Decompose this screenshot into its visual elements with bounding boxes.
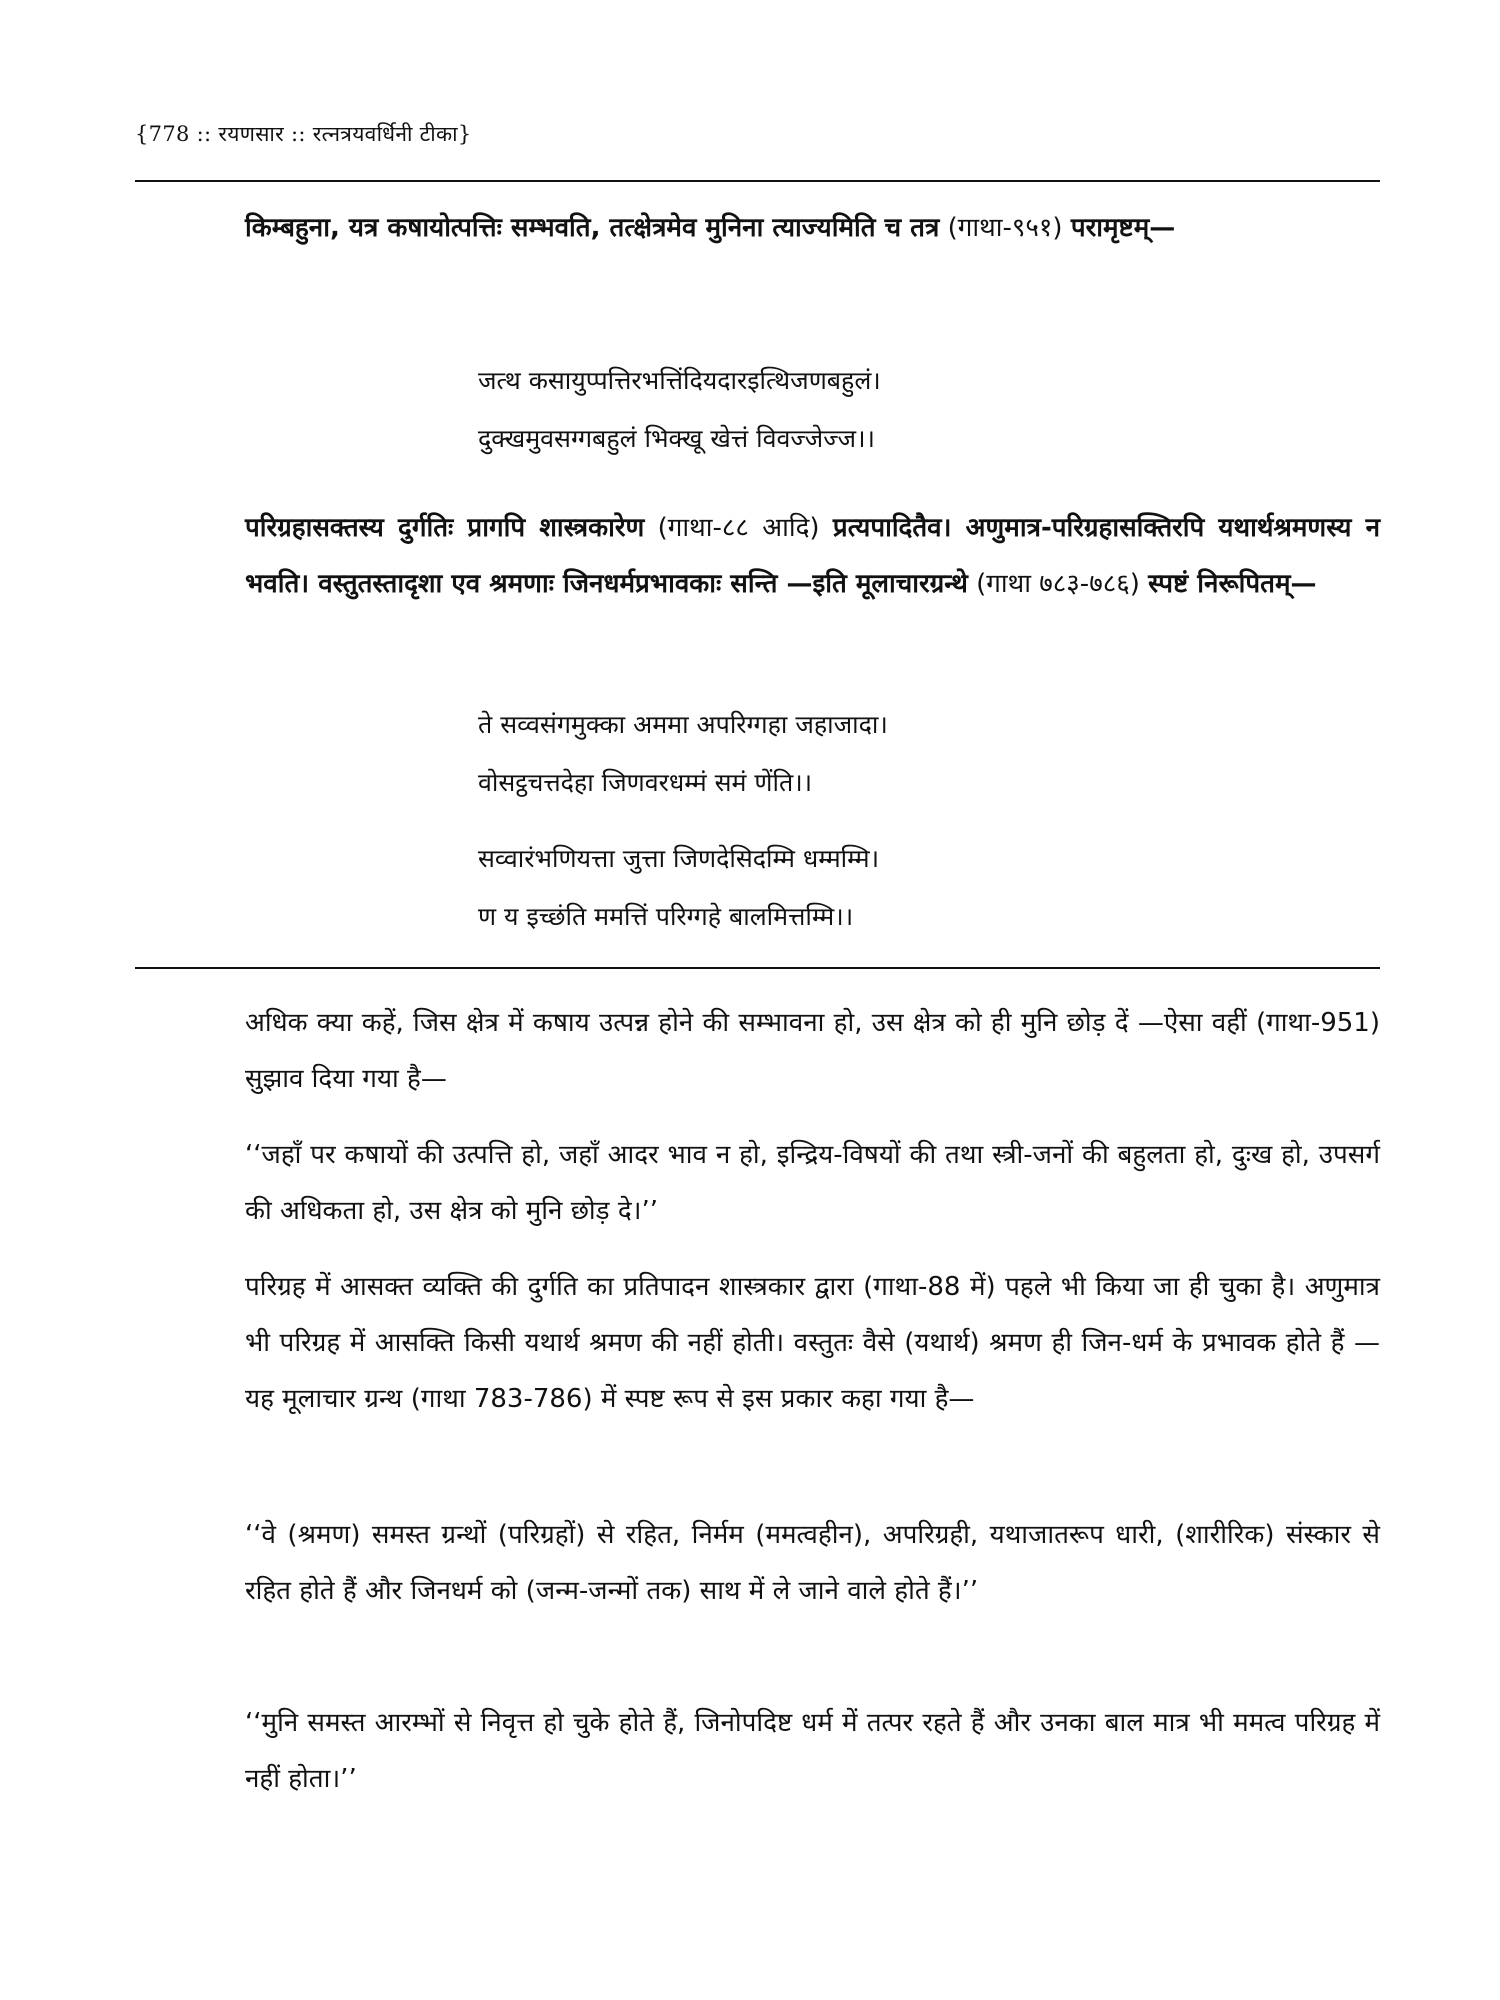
running-head: {778 :: रयणसार :: रत्नत्रयवर्धिनी टीका} <box>135 122 472 146</box>
verse-line: जत्थ कसायुप्पत्तिरभत्तिंदियदारइत्थिजणबहुलं। <box>478 366 881 395</box>
prakrit-verse-1 <box>478 352 881 468</box>
commentary-text: परिग्रहासक्तस्य दुर्गतिः प्रागपि शास्त्रकारेण <box>245 513 645 543</box>
verse-line: ते सव्वसंगमुक्का अममा अपरिग्गहा जहाजादा। <box>478 710 888 739</box>
commentary-text: परामृष्टम्— <box>1070 213 1176 243</box>
translation-quote: ‘‘जहाँ पर कषायों की उत्पत्ति हो, जहाँ आदर भाव न हो, इन्द्रिय-विषयों की तथा स्त्री-जनों की बहुलता हो, दुःख हो, उपसर्ग की अधिकता हो, उस क्षेत्र को मुनि छोड़ दे।’’ <box>245 1140 1380 1226</box>
gatha-reference: (गाथा-९५१) <box>939 213 1071 243</box>
translation-quote: ‘‘वे (श्रमण) समस्त ग्रन्थों (परिग्रहों) से रहित, निर्मम (ममत्वहीन), अपरिग्रही, यथाजातरूप धारी, (शारीरिक) संस्कार से रहित होते हैं और जिनधर्म को (जन्म-जन्मों तक) साथ में ले जाने वाले होते हैं।’’ <box>245 1520 1380 1606</box>
translation-paragraph-2 <box>135 1127 1380 1239</box>
header-rule <box>135 180 1380 182</box>
translation-paragraph-3 <box>135 1259 1380 1427</box>
commentary-text: प्रत्यपादितैव। अणुमात्र-परिग्रहासक्तिरपि यथार्थश्रमणस्य न भवति। वस्तुतस्तादृशा एव श्रमणाः जिनधर्मप्रभावकाः सन्ति —इति मूलाचारग्रन्थे <box>245 513 1380 599</box>
translation-quote: ‘‘मुनि समस्त आरम्भों से निवृत्त हो चुके होते हैं, जिनोपदिष्ट धर्म में तत्पर रहते हैं और उनका बाल मात्र भी ममत्व परिग्रह में नहीं होता।’’ <box>245 1708 1380 1794</box>
gatha-reference: (गाथा ७८३-७८६) <box>967 569 1149 599</box>
prakrit-verse-2 <box>478 696 888 812</box>
commentary-text: स्पष्टं निरूपितम्— <box>1148 569 1317 599</box>
gatha-reference: (गाथा-८८ आदि) <box>644 513 833 543</box>
verse-line: ण य इच्छंति ममत्तिं परिग्गहे बालमित्तम्मि।। <box>478 902 854 931</box>
prakrit-verse-3 <box>478 830 879 946</box>
verse-line: दुक्खमुवसग्गबहुलं भिक्खू खेत्तं विवज्जेज्ज।। <box>478 424 876 453</box>
translation-paragraph-5 <box>135 1695 1380 1807</box>
translation-text: अधिक क्या कहें, जिस क्षेत्र में कषाय उत्पन्न होने की सम्भावना हो, उस क्षेत्र को ही मुनि छोड़ दें —ऐसा वहीं (गाथा-951) सुझाव दिया गया है— <box>245 1008 1380 1094</box>
translation-text: परिग्रह में आसक्त व्यक्ति की दुर्गति का प्रतिपादन शास्त्रकार द्वारा (गाथा-88 में) पहले भी किया जा ही चुका है। अणुमात्र भी परिग्रह में आसक्ति किसी यथार्थ श्रमण की नहीं होती। वस्तुतः वैसे (यथार्थ) श्रमण ही जिन-धर्म के प्रभावक होते हैं —यह मूलाचार ग्रन्थ (गाथा 783-786) में स्पष्ट रूप से इस प्रकार कहा गया है— <box>245 1272 1380 1414</box>
translation-paragraph-4 <box>135 1507 1380 1619</box>
translation-paragraph-1 <box>135 995 1380 1107</box>
commentary-paragraph-1 <box>135 200 1380 256</box>
commentary-text: किम्बहुना, यत्र कषायोत्पत्तिः सम्भवति, तत्क्षेत्रमेव मुनिना त्याज्यमिति च तत्र <box>245 213 940 243</box>
verse-line: सव्वारंभणियत्ता जुत्ता जिणदेसिदम्मि धम्मम्मि। <box>478 844 880 873</box>
verse-line: वोसट्ठचत्तदेहा जिणवरधम्मं समं णेंति।। <box>478 768 813 797</box>
section-rule <box>135 967 1380 969</box>
commentary-paragraph-2 <box>135 500 1380 612</box>
